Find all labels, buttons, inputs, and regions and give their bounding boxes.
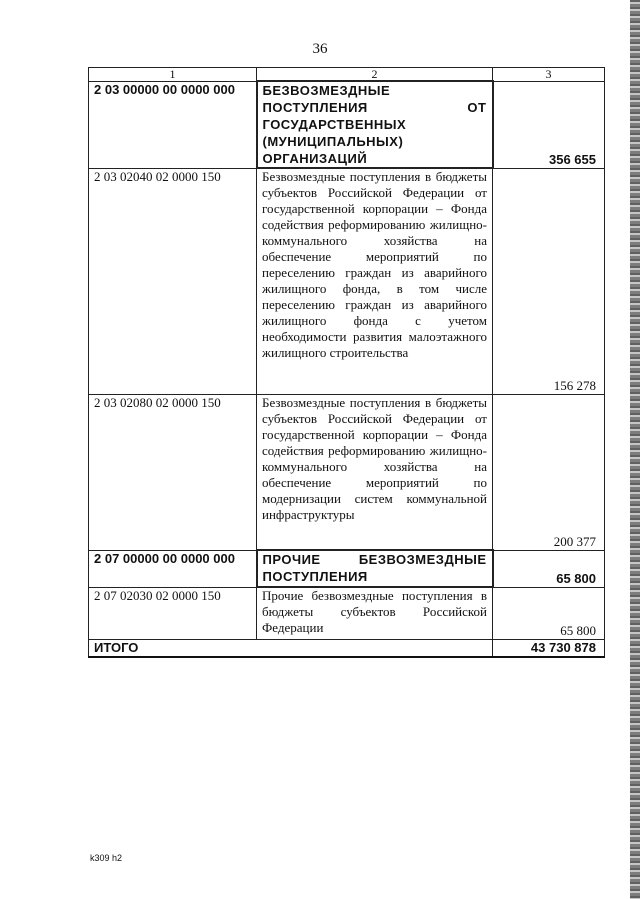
total-row <box>89 639 605 657</box>
table-row <box>89 394 605 550</box>
row-code: 2 03 02080 02 0000 150 <box>89 394 257 550</box>
row-amount: 65 800 <box>493 587 605 639</box>
row-code: 2 07 00000 00 0000 000 <box>89 550 257 587</box>
row-name: ПРОЧИЕ БЕЗВОЗМЕЗДНЫЕ ПОСТУПЛЕНИЯ <box>257 550 493 587</box>
total-label: ИТОГО <box>89 639 493 657</box>
footer-code: k309 h2 <box>90 853 123 863</box>
column-number-3: 3 <box>493 68 605 82</box>
row-amount: 65 800 <box>493 550 605 587</box>
row-code: 2 03 02040 02 0000 150 <box>89 168 257 394</box>
row-code: 2 03 00000 00 0000 000 <box>89 81 257 168</box>
row-name: Безвозмездные поступления в бюджеты субъектов Российской Федерации от государственной корпорации – Фонда содействия реформированию жилищно-коммунального хозяйства на обеспечение мероприятий по модернизации систем коммунальной инфраструктуры <box>257 394 493 550</box>
row-name: БЕЗВОЗМЕЗДНЫЕ ПОСТУПЛЕНИЯ ОТ ГОСУДАРСТВЕННЫХ (МУНИЦИПАЛЬНЫХ) ОРГАНИЗАЦИЙ <box>257 81 493 168</box>
page-number: 36 <box>312 41 328 57</box>
row-name: Безвозмездные поступления в бюджеты субъектов Российской Федерации от государственной корпорации – Фонда содействия реформированию жилищно-коммунального хозяйства на обеспечение мероприятий по переселению граждан из аварийного жилищного фонда, в том числе переселению граждан из аварийного жилищного фонда с учетом необходимости развития малоэтажного жилищного строительства <box>257 168 493 394</box>
table-row <box>89 587 605 639</box>
row-amount: 200 377 <box>493 394 605 550</box>
table-row <box>89 550 605 587</box>
table-row <box>89 168 605 394</box>
column-number-2: 2 <box>257 68 493 82</box>
table-row <box>89 81 605 168</box>
row-amount: 156 278 <box>493 168 605 394</box>
column-number-1: 1 <box>89 68 257 82</box>
total-amount: 43 730 878 <box>493 639 605 657</box>
scan-edge <box>630 0 640 899</box>
column-number-row <box>89 68 605 82</box>
row-amount: 356 655 <box>493 81 605 168</box>
row-code: 2 07 02030 02 0000 150 <box>89 587 257 639</box>
row-name: Прочие безвозмездные поступления в бюджеты субъектов Российской Федерации <box>257 587 493 639</box>
revenue-table <box>88 67 605 658</box>
